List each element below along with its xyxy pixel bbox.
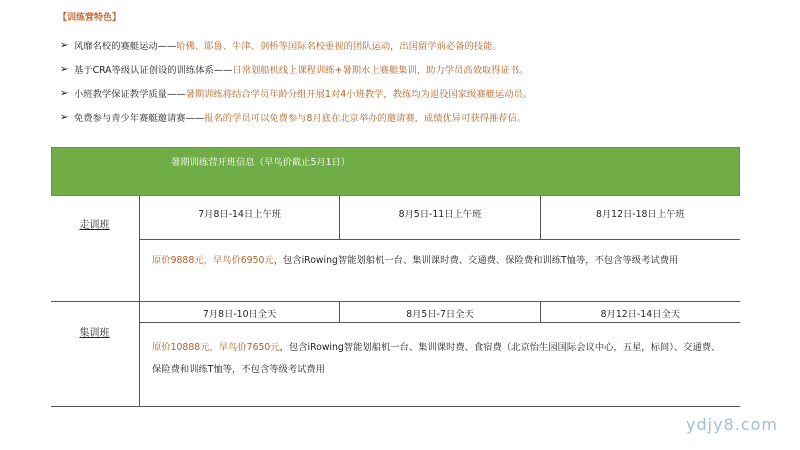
feature-item (60, 105, 760, 129)
session-list (139, 196, 740, 240)
feature-title: 小班教学保证教学质量—— (74, 89, 186, 100)
schedule-banner (51, 147, 740, 196)
class-row-camp (51, 302, 740, 407)
feature-title: 基于CRA等级认证创设的训练体系—— (74, 65, 233, 76)
session-cell: 8月5日-11日上午班 (340, 196, 540, 239)
session-cell: 7月8日-14日上午班 (140, 196, 340, 239)
session-cell: 8月12日-14日全天 (600, 309, 681, 320)
arrow-right-icon: ➢ (60, 111, 69, 123)
session-cell: 8月12日-18日上午班 (595, 209, 685, 220)
feature-desc: 暑期训练将结合学员年龄分组开展1对4小班教学，教练均为退役国家级赛艇运动员。 (185, 89, 533, 100)
price-info (139, 323, 740, 406)
price-text: 原价9888元，早鸟价6950元 (152, 255, 274, 266)
section-title: 【训练营特色】 (58, 13, 122, 23)
includes-text: ，包含iRowing智能划船机一台、集训课时费、交通费、保险费和训练T恤等，不包含等级考试费用 (273, 255, 679, 266)
schedule-table (51, 147, 740, 407)
feature-item (60, 81, 760, 105)
feature-desc: 日常划船机线上课程训练+暑期水上赛艇集训，助力学员高效取得证书。 (232, 65, 529, 76)
session-cell: 7月8日-10日全天 (140, 302, 340, 322)
class-row-day (51, 196, 740, 302)
class-label: 走训班 (79, 220, 110, 231)
feature-title: 风靡名校的赛艇运动—— (74, 41, 177, 52)
feature-list (60, 33, 760, 129)
arrow-right-icon: ➢ (60, 39, 69, 51)
session-cell: 8月5日-7日全天 (340, 302, 540, 322)
price-text: 原价10888元，早鸟价7650元 (152, 342, 280, 353)
banner-text: 暑期训练营开班信息（早鸟价截止5月1日） (171, 157, 351, 168)
arrow-right-icon: ➢ (60, 63, 69, 75)
feature-item (60, 33, 760, 57)
price-info (139, 240, 740, 301)
class-label: 集训班 (79, 328, 110, 339)
feature-title: 免费参与青少年赛艇邀请赛—— (74, 113, 205, 124)
feature-desc: 哈佛、耶鲁、牛津、剑桥等国际名校重视的团队运动，出国留学前必备的技能。 (176, 41, 502, 52)
feature-desc: 报名的学员可以免费参与8月底在北京举办的邀请赛，成绩优异可获得推荐信。 (204, 113, 527, 124)
watermark: ydjy8.com (686, 415, 778, 434)
feature-item (60, 57, 760, 81)
arrow-right-icon: ➢ (60, 87, 69, 99)
session-list (139, 302, 740, 323)
includes-text: ，包含iRowing智能划船机一台、集训课时费、食宿费（北京怡生园国际会议中心，五星，标间）、交通费、保险费和训练T恤等，不包含等级考试费用 (152, 342, 721, 375)
